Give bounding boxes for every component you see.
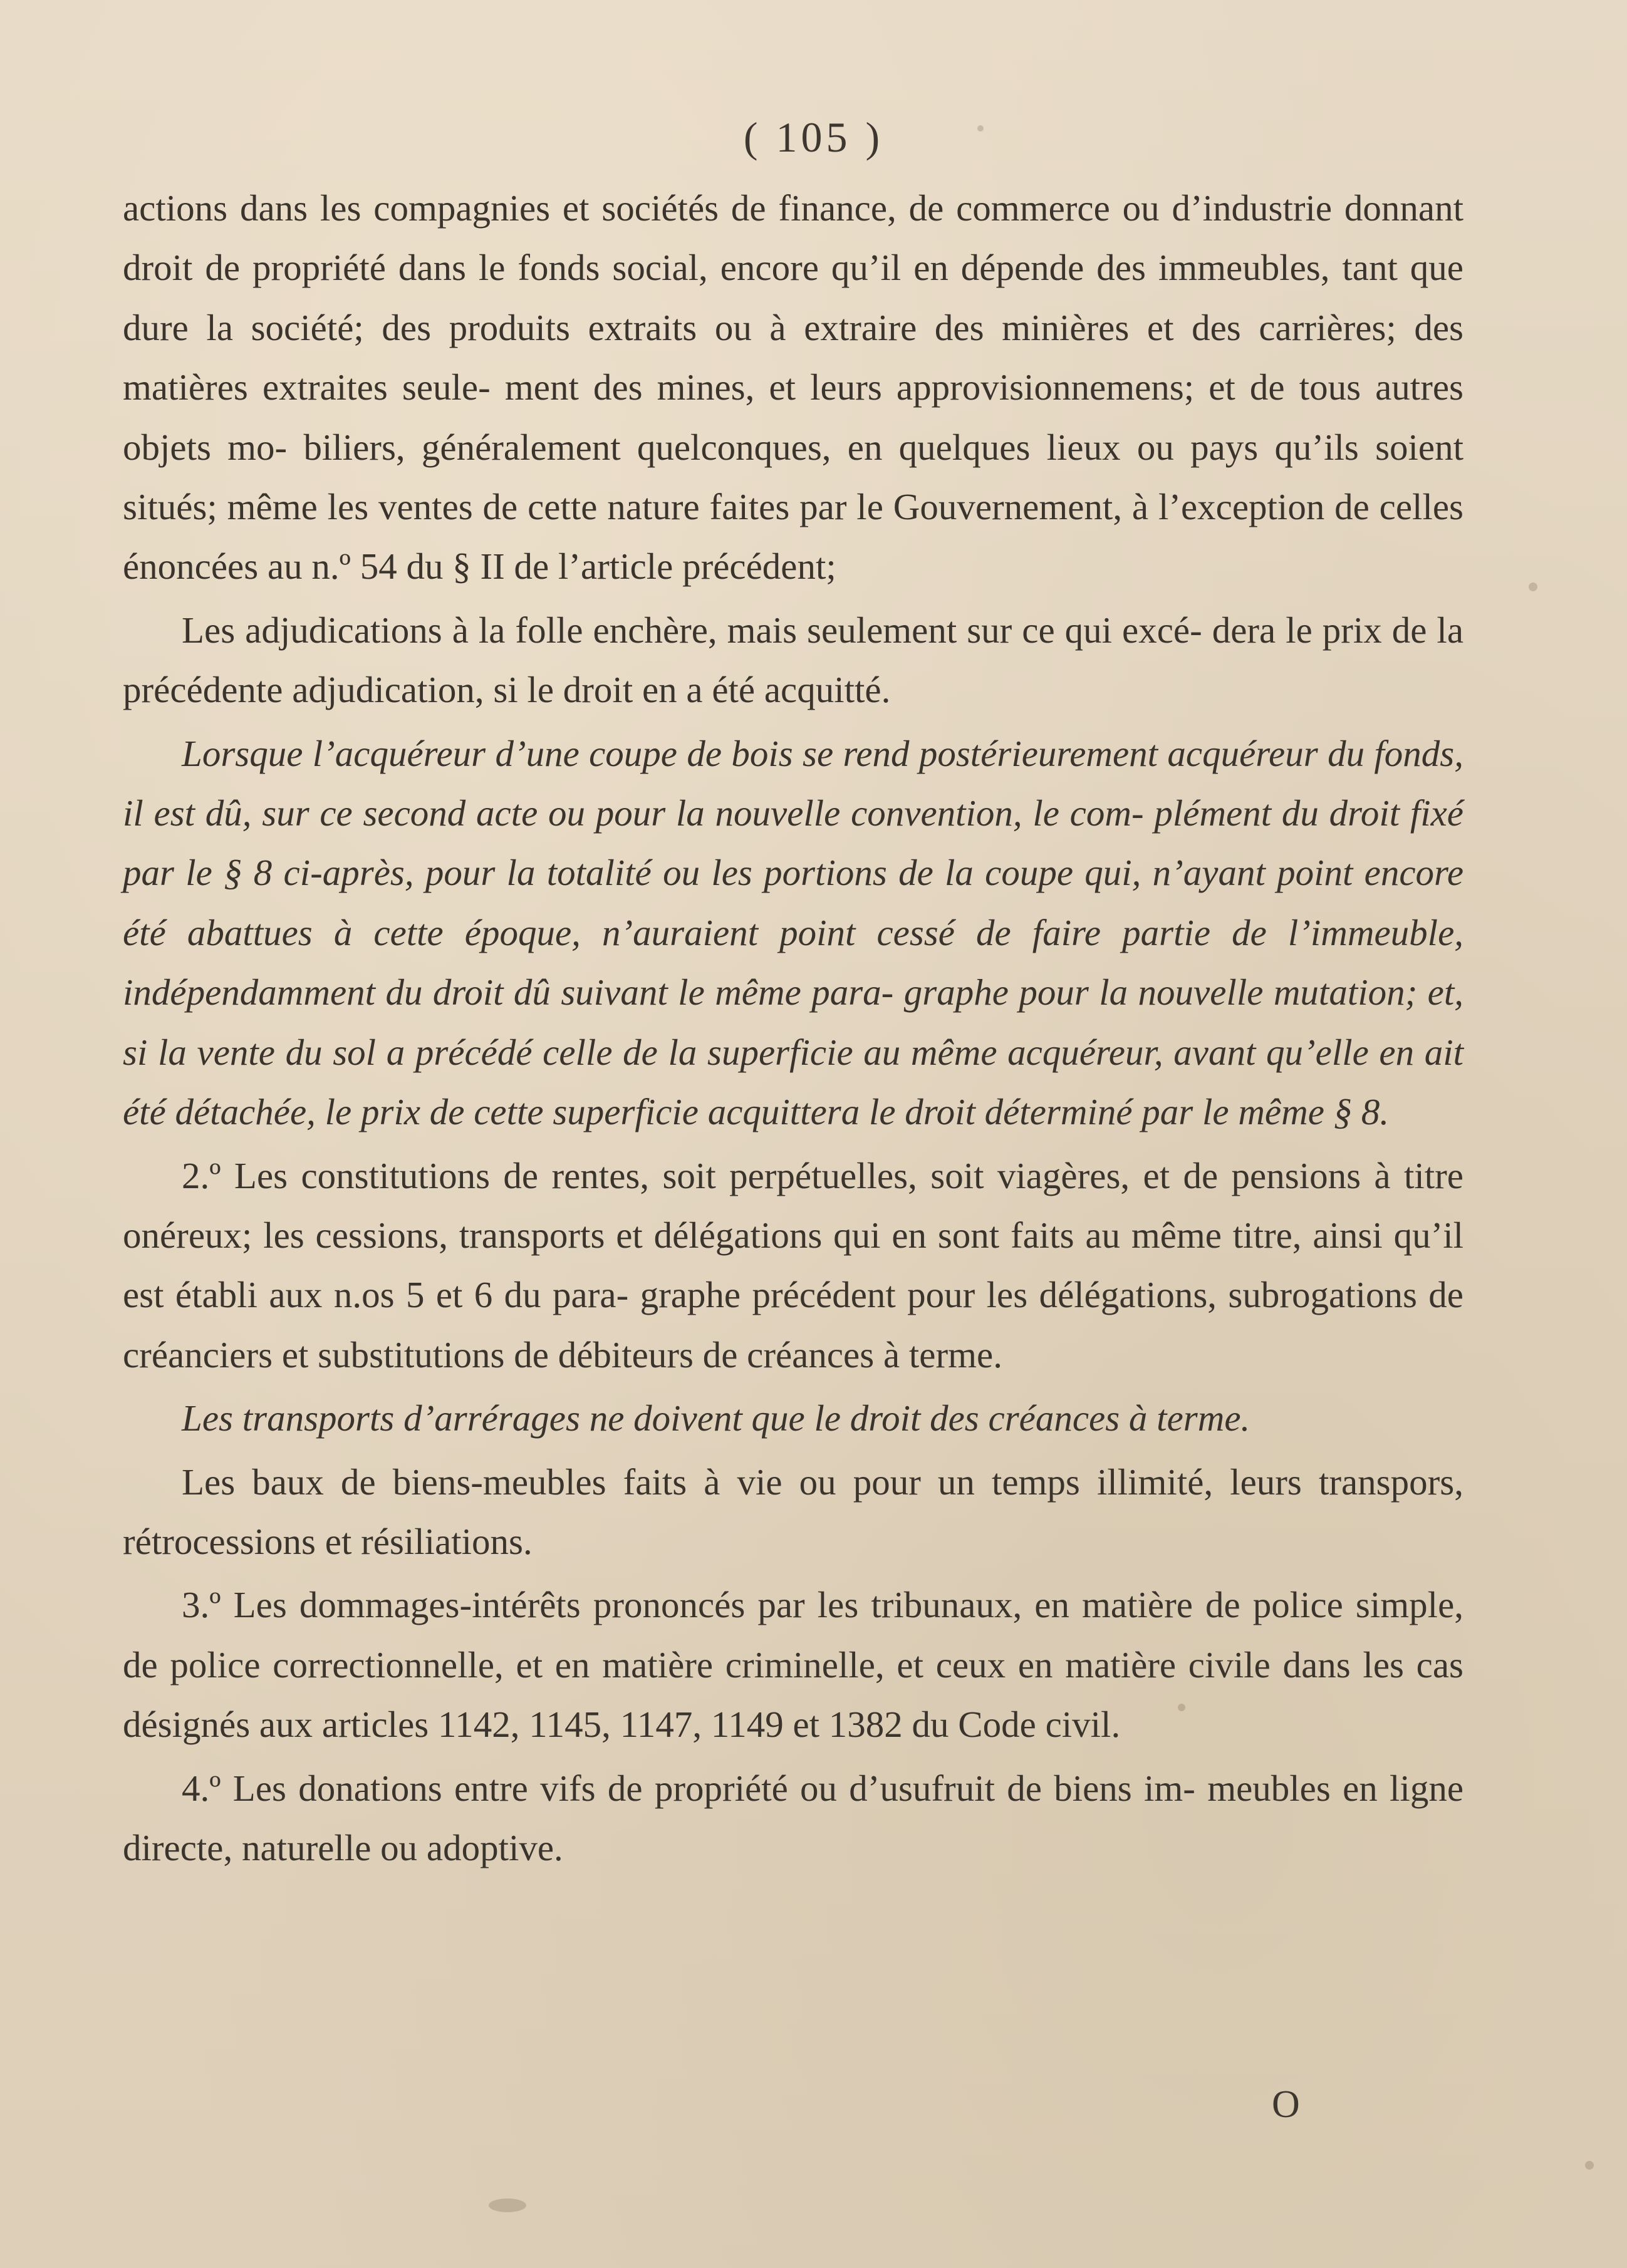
text-line: en sont faits au même titre, ainsi qu’il est établi aux n.os 5 et 6 du para- [123, 1214, 1464, 1316]
text-line: actions dans les compagnies et sociétés de finance, de commerce ou [123, 187, 1160, 229]
text-line: d’industrie donnant droit de propriété dans le fonds social, encore qu’il [123, 187, 1463, 289]
paragraph-dommages-interets [123, 1575, 1463, 1754]
text-line: situés; même les ventes de cette nature faites par le Gouvernement, à [123, 486, 1149, 528]
text-line: 1147, 1149 et 1382 du Code civil. [620, 1704, 1121, 1746]
paragraph-adjudications [123, 601, 1463, 720]
text-line: Les baux de biens-meubles faits à vie ou pour un temps illimité, [182, 1461, 1214, 1503]
text-line: 2.º Les constitutions de rentes, soit perpétuelles, soit viagères, et [182, 1154, 1170, 1196]
text-line: plément du droit fixé par le § 8 ci-après, pour la totalité ou les portions de la [123, 792, 1463, 894]
text-line: biliers, généralement quelconques, en quelques lieux ou pays qu’ils soient [303, 426, 1463, 468]
text-line: superficie acquittera le droit déterminé par le même § 8. [553, 1091, 1390, 1133]
text-line: ceux en matière civile dans les cas désignés aux articles 1142, 1145, [123, 1644, 1464, 1746]
text-line: de faire partie de l’immeuble, indépendamment du droit dû suivant le même para- [123, 911, 1464, 1013]
text-line: meubles en ligne directe, naturelle ou adoptive. [123, 1767, 1464, 1868]
text-line: dera le prix de la précédente adjudication, si le droit en a été acquitté. [123, 609, 1463, 711]
text-line: ou à extraire des minières et des carrières; des matières extraites seule- [123, 306, 1463, 408]
text-line: leurs transpors, rétrocessions et résiliations. [123, 1461, 1463, 1562]
text-line: 4.º Les donations entre vifs de propriété ou d’usufruit de biens im- [182, 1767, 1195, 1809]
paragraph-actions-societes [123, 179, 1463, 597]
text-line: 3.º Les dommages-intérêts prononcés par les tribunaux, en matière [182, 1584, 1193, 1626]
paragraph-constitutions-de-rentes [123, 1146, 1463, 1385]
text-line: superficie au même acquéreur, avant qu’elle en ait été détachée, le prix de cette [123, 1031, 1464, 1133]
text-line: de pensions à titre onéreux; les cessions, transports et délégations qui [123, 1154, 1463, 1256]
paragraph-transports-arrerages [123, 1389, 1463, 1448]
text-line: ment des mines, et leurs approvisionnemens; et de tous autres objets mo- [123, 366, 1463, 468]
text-line: graphe précédent pour les délégations, subrogations de créanciers et [123, 1274, 1463, 1375]
text-line: du fonds, il est dû, sur ce second acte ou pour la nouvelle convention, le com- [123, 732, 1464, 834]
page-number: ( 105 ) [743, 113, 884, 161]
text-line: Les adjudications à la folle enchère, mais seulement sur ce qui excé- [182, 609, 1202, 651]
text-line: coupe qui, n’ayant point encore été abattues à cette époque, n’auraient point cessé [123, 852, 1464, 953]
paper-foxing-spot [489, 2198, 526, 2212]
paragraph-baux-biens-meubles [123, 1452, 1463, 1572]
text-line: graphe pour la nouvelle mutation; et, si la vente du sol a précédé celle de la [123, 971, 1464, 1073]
signature-mark: O [1272, 2083, 1300, 2126]
text-line: Lorsque l’acquéreur d’une coupe de bois se rend postérieurement acquéreur [182, 732, 1318, 774]
paper-foxing-spot [1178, 1704, 1185, 1711]
paper-foxing-spot [1529, 583, 1537, 591]
paragraph-coupe-de-bois [123, 724, 1463, 1142]
text-line: l’exception de celles énoncées au n.º 54 du § II de l’article précédent; [123, 486, 1463, 588]
text-line: substitutions de débiteurs de créances à terme. [318, 1333, 1002, 1375]
paper-foxing-spot [1585, 2161, 1594, 2170]
page-body [123, 179, 1463, 1882]
text-line: en dépende des immeubles, tant que dure la société; des produits extraits [123, 247, 1463, 348]
text-line: Les transports d’arrérages ne doivent que le droit des créances à terme. [182, 1397, 1250, 1439]
text-line: de police simple, de police correctionnelle, et en matière criminelle, et [123, 1584, 1464, 1685]
paper-foxing-spot [977, 125, 984, 132]
paragraph-donations [123, 1759, 1463, 1878]
